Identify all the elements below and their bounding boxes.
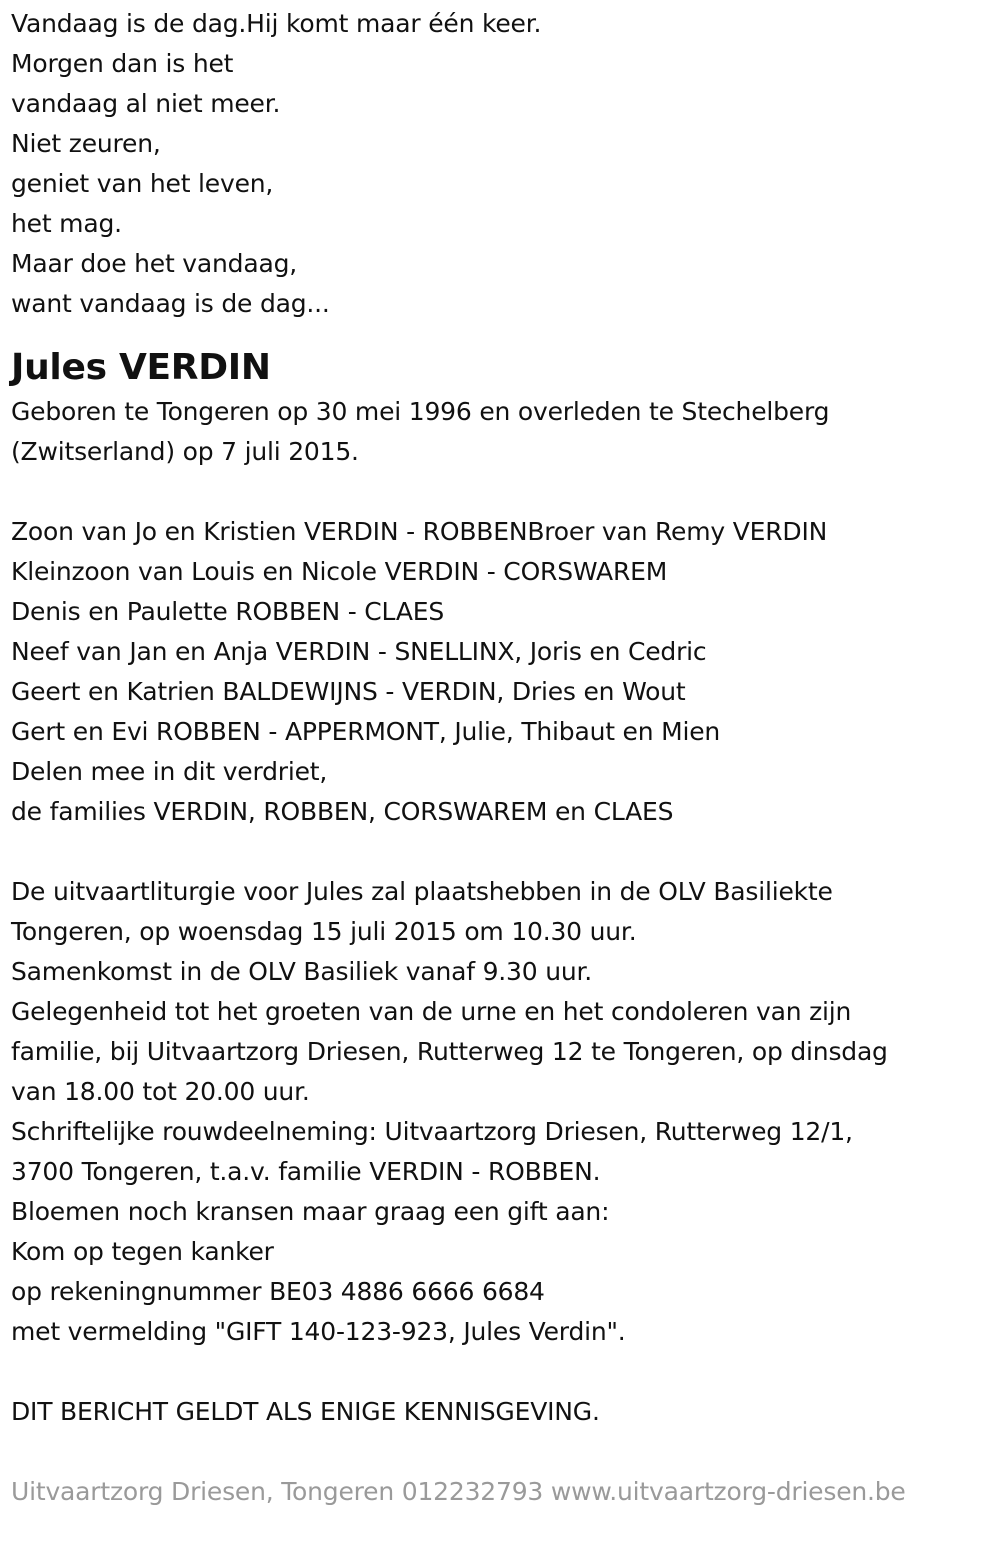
ceremony-line: familie, bij Uitvaartzorg Driesen, Rutterweg 12 te Tongeren, op dinsdag: [11, 1037, 888, 1066]
ceremony-line: De uitvaartliturgie voor Jules zal plaatshebben in de OLV Basiliekte: [11, 877, 833, 906]
spacer: [11, 472, 1000, 512]
family-line: de families VERDIN, ROBBEN, CORSWAREM en CLAES: [11, 797, 674, 826]
family-line: Gert en Evi ROBBEN - APPERMONT, Julie, Thibaut en Mien: [11, 717, 721, 746]
poem-line: het mag.: [11, 209, 122, 238]
ceremony-line: Schriftelijke rouwdeelneming: Uitvaartzorg Driesen, Rutterweg 12/1,: [11, 1117, 853, 1146]
family-line: Geert en Katrien BALDEWIJNS - VERDIN, Dries en Wout: [11, 677, 686, 706]
spacer: [11, 1352, 1000, 1392]
poem-line: Vandaag is de dag.Hij komt maar één keer.: [11, 9, 542, 38]
ceremony-line: Kom op tegen kanker: [11, 1237, 274, 1266]
ceremony-line: van 18.00 tot 20.00 uur.: [11, 1077, 310, 1106]
poem-line: Niet zeuren,: [11, 129, 161, 158]
family-list: [11, 512, 1000, 832]
birth-death-line: (Zwitserland) op 7 juli 2015.: [11, 437, 359, 466]
poem-line: vandaag al niet meer.: [11, 89, 281, 118]
poem-line: geniet van het leven,: [11, 169, 274, 198]
poem-line: want vandaag is de dag...: [11, 289, 330, 318]
spacer: [11, 832, 1000, 872]
poem: [11, 4, 1000, 324]
family-line: Neef van Jan en Anja VERDIN - SNELLINX, Joris en Cedric: [11, 637, 707, 666]
birth-death-info: [11, 392, 1000, 472]
ceremony-line: Samenkomst in de OLV Basiliek vanaf 9.30 uur.: [11, 957, 593, 986]
ceremony-line: Tongeren, op woensdag 15 juli 2015 om 10.30 uur.: [11, 917, 637, 946]
birth-death-line: Geboren te Tongeren op 30 mei 1996 en overleden te Stechelberg: [11, 397, 830, 426]
family-line: Zoon van Jo en Kristien VERDIN - ROBBENBroer van Remy VERDIN: [11, 517, 828, 546]
family-line: Kleinzoon van Louis en Nicole VERDIN - CORSWAREM: [11, 557, 668, 586]
official-notice: DIT BERICHT GELDT ALS ENIGE KENNISGEVING.: [11, 1397, 600, 1426]
ceremony-line: op rekeningnummer BE03 4886 6666 6684: [11, 1277, 545, 1306]
funeral-home-footer: Uitvaartzorg Driesen, Tongeren 012232793 www.uitvaartzorg-driesen.be: [11, 1477, 906, 1506]
ceremony-line: Gelegenheid tot het groeten van de urne en het condoleren van zijn: [11, 997, 852, 1026]
deceased-name: Jules VERDIN: [11, 347, 271, 388]
family-line: Delen mee in dit verdriet,: [11, 757, 328, 786]
ceremony-line: met vermelding "GIFT 140-123-923, Jules Verdin".: [11, 1317, 626, 1346]
ceremony-line: Bloemen noch kransen maar graag een gift aan:: [11, 1197, 610, 1226]
ceremony-details: [11, 872, 1000, 1352]
family-line: Denis en Paulette ROBBEN - CLAES: [11, 597, 445, 626]
ceremony-line: 3700 Tongeren, t.a.v. familie VERDIN - ROBBEN.: [11, 1157, 601, 1186]
poem-line: Maar doe het vandaag,: [11, 249, 297, 278]
poem-line: Morgen dan is het: [11, 49, 234, 78]
